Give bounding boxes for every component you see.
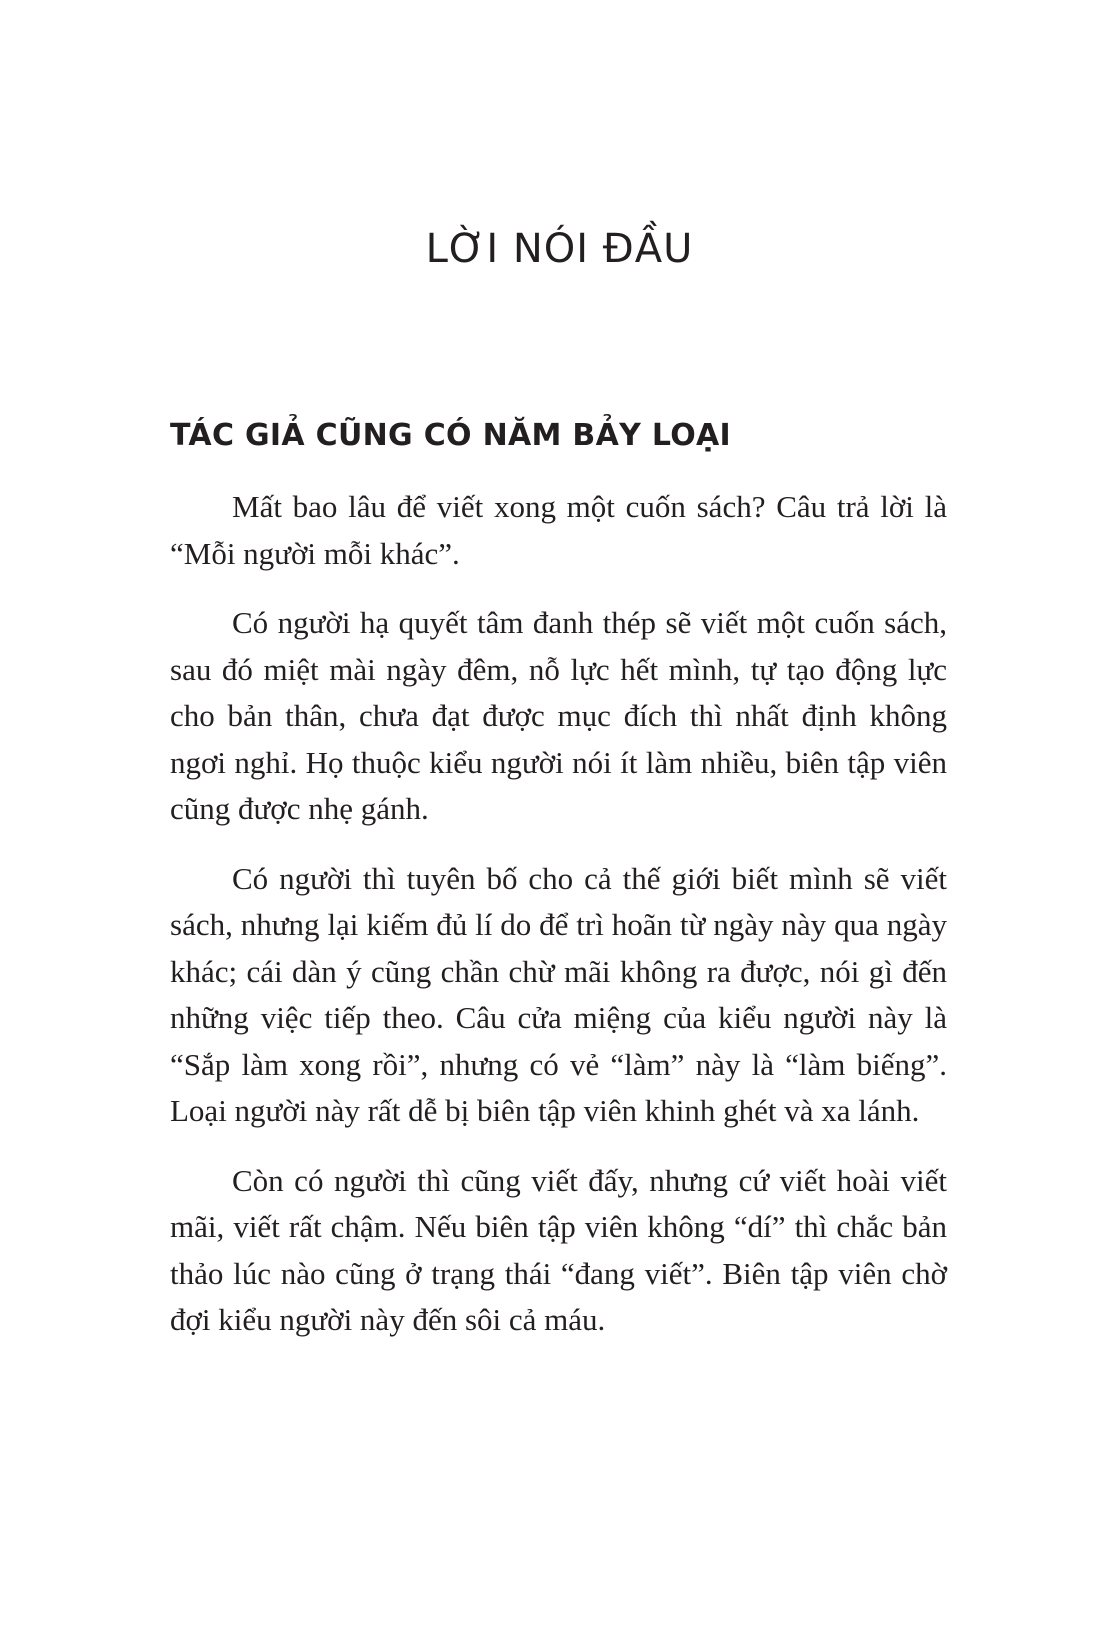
body-text [170, 484, 947, 1367]
chapter-title: LỜI NÓI ĐẦU [425, 226, 694, 272]
paragraph: Còn có người thì cũng viết đấy, nhưng cứ viết hoài viết mãi, viết rất chậm. Nếu biên tập viên không “dí” thì chắc bản thảo lúc nào cũng ở trạng thái “đang viết”. Biên tập viên chờ đợi kiểu người này đến sôi cả máu. [170, 1162, 947, 1337]
paragraph: Mất bao lâu để viết xong một cuốn sách? Câu trả lời là “Mỗi người mỗi khác”. [170, 489, 947, 571]
paragraph: Có người thì tuyên bố cho cả thế giới biết mình sẽ viết sách, nhưng lại kiếm đủ lí do để trì hoãn từ ngày này qua ngày khác; cái dàn ý cũng chần chừ mãi không ra được, nói gì đến những việc tiếp theo. Câu cửa miệng của kiểu người này là “Sắp làm xong rồi”, nhưng có vẻ “làm” này là “làm biếng”. Loại người này rất dễ bị biên tập viên khinh ghét và xa lánh. [170, 860, 947, 1128]
section-heading: TÁC GIẢ CŨNG CÓ NĂM BẢY LOẠI [170, 418, 731, 453]
paragraph: Có người hạ quyết tâm đanh thép sẽ viết một cuốn sách, sau đó miệt mài ngày đêm, nỗ lực hết mình, tự tạo động lực cho bản thân, chưa đạt được mục đích thì nhất định không ngơi nghỉ. Họ thuộc kiểu người nói ít làm nhiều, biên tập viên cũng được nhẹ gánh. [170, 605, 947, 826]
